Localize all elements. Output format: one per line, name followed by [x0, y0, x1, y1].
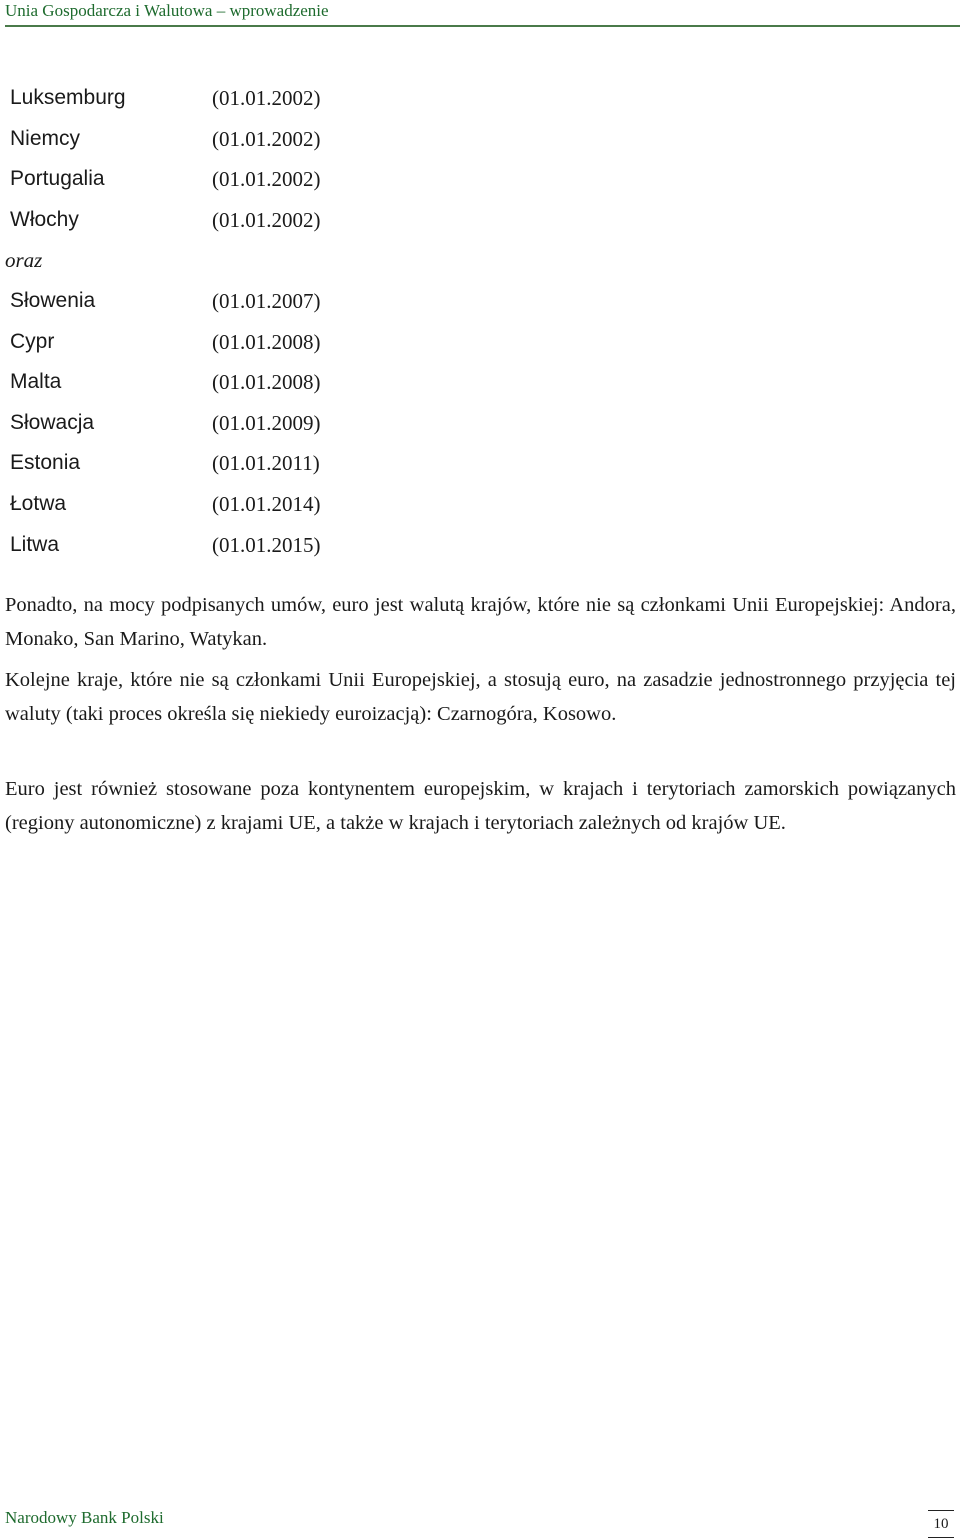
header-title: Unia Gospodarcza i Walutowa – wprowadzenie: [5, 1, 329, 20]
adoption-date: (01.01.2007): [212, 288, 321, 313]
country-name: Słowacja: [10, 410, 95, 434]
country-name: Cypr: [10, 329, 55, 353]
adoption-date: (01.01.2002): [212, 207, 321, 232]
country-name: Litwa: [10, 532, 60, 556]
adoption-date: (01.01.2014): [212, 491, 321, 516]
list-item: [0, 161, 600, 202]
country-name: Słowenia: [10, 288, 96, 312]
country-name: Estonia: [10, 451, 81, 475]
country-name: Niemcy: [10, 126, 81, 150]
country-name: Łotwa: [10, 491, 67, 515]
list-item: [0, 486, 600, 527]
country-name: Włochy: [10, 207, 79, 231]
country-name: Malta: [10, 370, 62, 394]
list-item: [0, 527, 600, 568]
adoption-date: (01.01.2002): [212, 126, 321, 151]
list-item: [0, 324, 600, 365]
list-item: [0, 202, 600, 243]
adoption-date: (01.01.2008): [212, 370, 321, 395]
country-name: Luksemburg: [10, 86, 126, 109]
adoption-date: (01.01.2011): [212, 451, 320, 476]
list-item: [0, 121, 600, 162]
country-name: Portugalia: [10, 167, 105, 191]
conjunction-row: [0, 242, 600, 283]
paragraph-overseas: Euro jest również stosowane poza kontynentem europejskim, w krajach i terytoriach zamorskich powiązanych (regiony autonomiczne) z krajami UE, a także w krajach i terytoriach zależnych od krajów UE.: [5, 778, 956, 834]
adoption-date: (01.01.2008): [212, 329, 321, 354]
adoption-date: (01.01.2002): [212, 167, 321, 192]
adoption-date: (01.01.2009): [212, 410, 321, 435]
adoption-date: (01.01.2015): [212, 532, 321, 557]
paragraph-eu-agreements: Ponadto, na mocy podpisanych umów, euro jest walutą krajów, które nie są członkami Unii Europejskiej: Andora, Monako, San Marino, Watykan.: [5, 594, 956, 650]
paragraph-euroization: Kolejne kraje, które nie są członkami Unii Europejskiej, a stosują euro, na zasadzie jednostronnego przyjęcia tej waluty (taki proces określa się niekiedy euroizacją): Czarnogóra, Kosowo.: [5, 669, 956, 725]
page-header: [5, 0, 960, 27]
adoption-date: (01.01.2002): [212, 86, 321, 110]
list-item: [0, 80, 600, 121]
list-item: [0, 283, 600, 324]
list-item: [0, 445, 600, 486]
page-number: 10: [928, 1510, 954, 1538]
conjunction: oraz: [5, 248, 43, 273]
list-item: [0, 364, 600, 405]
footer-publisher: Narodowy Bank Polski: [5, 1508, 164, 1527]
list-item: [0, 405, 600, 446]
country-list: [0, 80, 600, 567]
